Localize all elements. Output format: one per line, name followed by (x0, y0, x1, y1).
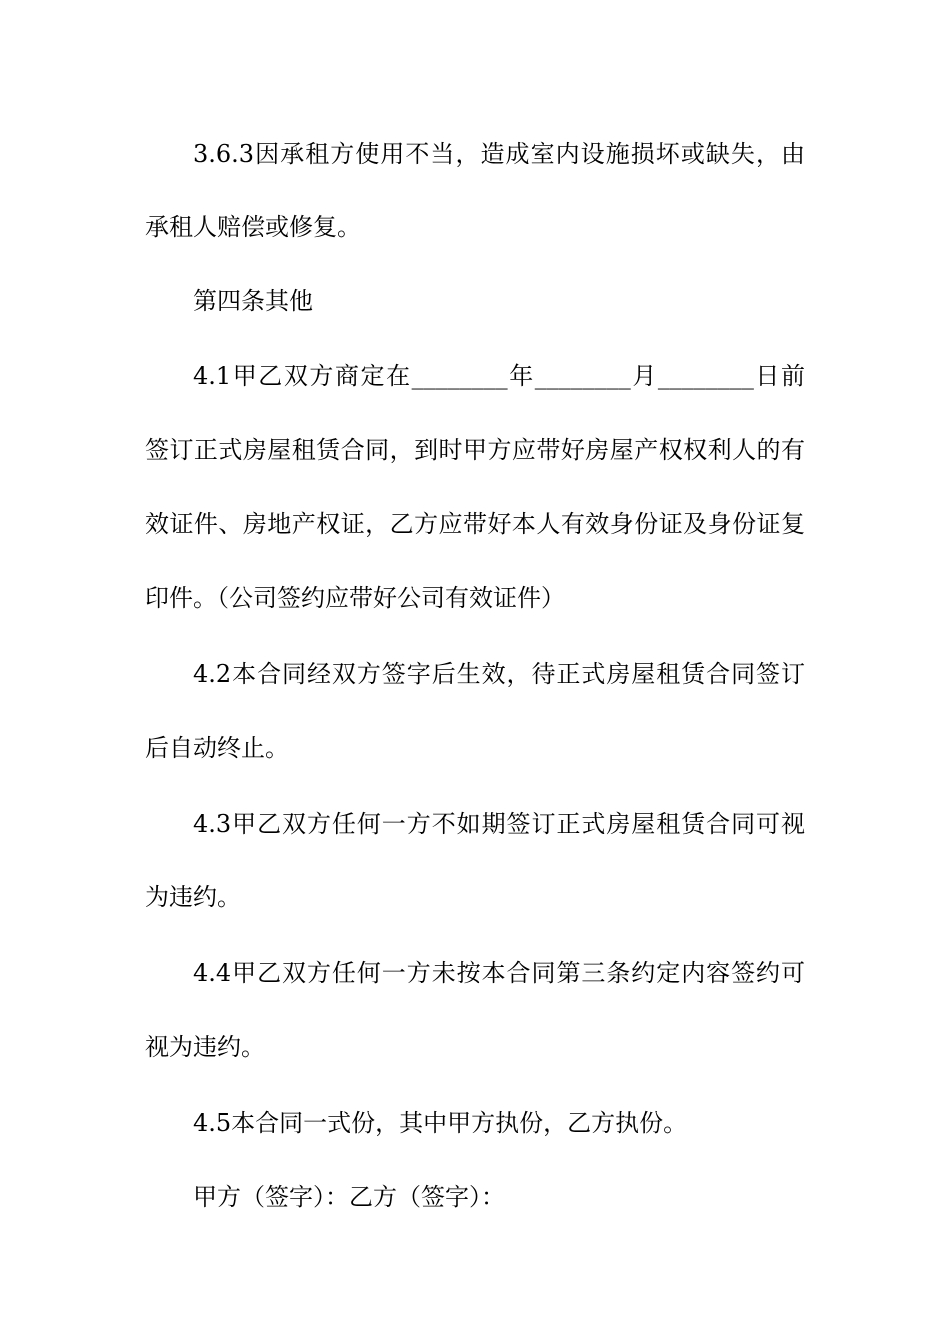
clause-4-3-line-1: 4.3甲乙双方任何一方不如期签订正式房屋租赁合同可视 (193, 810, 805, 838)
clause-4-1-line-1: 4.1甲乙双方商定在________年________月________日前 (193, 362, 805, 390)
clause-4-4-line-1: 4.4甲乙双方任何一方未按本合同第三条约定内容签约可 (193, 959, 805, 987)
clause-4-1-line-4: 印件。（公司签约应带好公司有效证件） (145, 584, 565, 612)
clause-4-3-line-2: 为违约。 (145, 883, 241, 911)
article-4-heading: 第四条其他 (193, 287, 313, 315)
clause-3-6-3-line-1: 3.6.3因承租方使用不当，造成室内设施损坏或缺失，由 (193, 140, 805, 168)
clause-4-2-line-1: 4.2本合同经双方签字后生效，待正式房屋租赁合同签订 (193, 660, 805, 688)
clause-4-4-line-2: 视为违约。 (145, 1033, 265, 1061)
clause-4-1-line-2: 签订正式房屋租赁合同，到时甲方应带好房屋产权权利人的有 (145, 436, 805, 464)
clause-4-2-line-2: 后自动终止。 (145, 734, 289, 762)
clause-3-6-3-line-2: 承租人赔偿或修复。 (145, 213, 361, 241)
clause-4-5: 4.5本合同一式份，其中甲方执份，乙方执份。 (193, 1109, 688, 1137)
clause-4-1-line-3: 效证件、房地产权证，乙方应带好本人有效身份证及身份证复 (145, 510, 805, 538)
signature-line: 甲方（签字）：乙方（签字）： (193, 1183, 505, 1211)
